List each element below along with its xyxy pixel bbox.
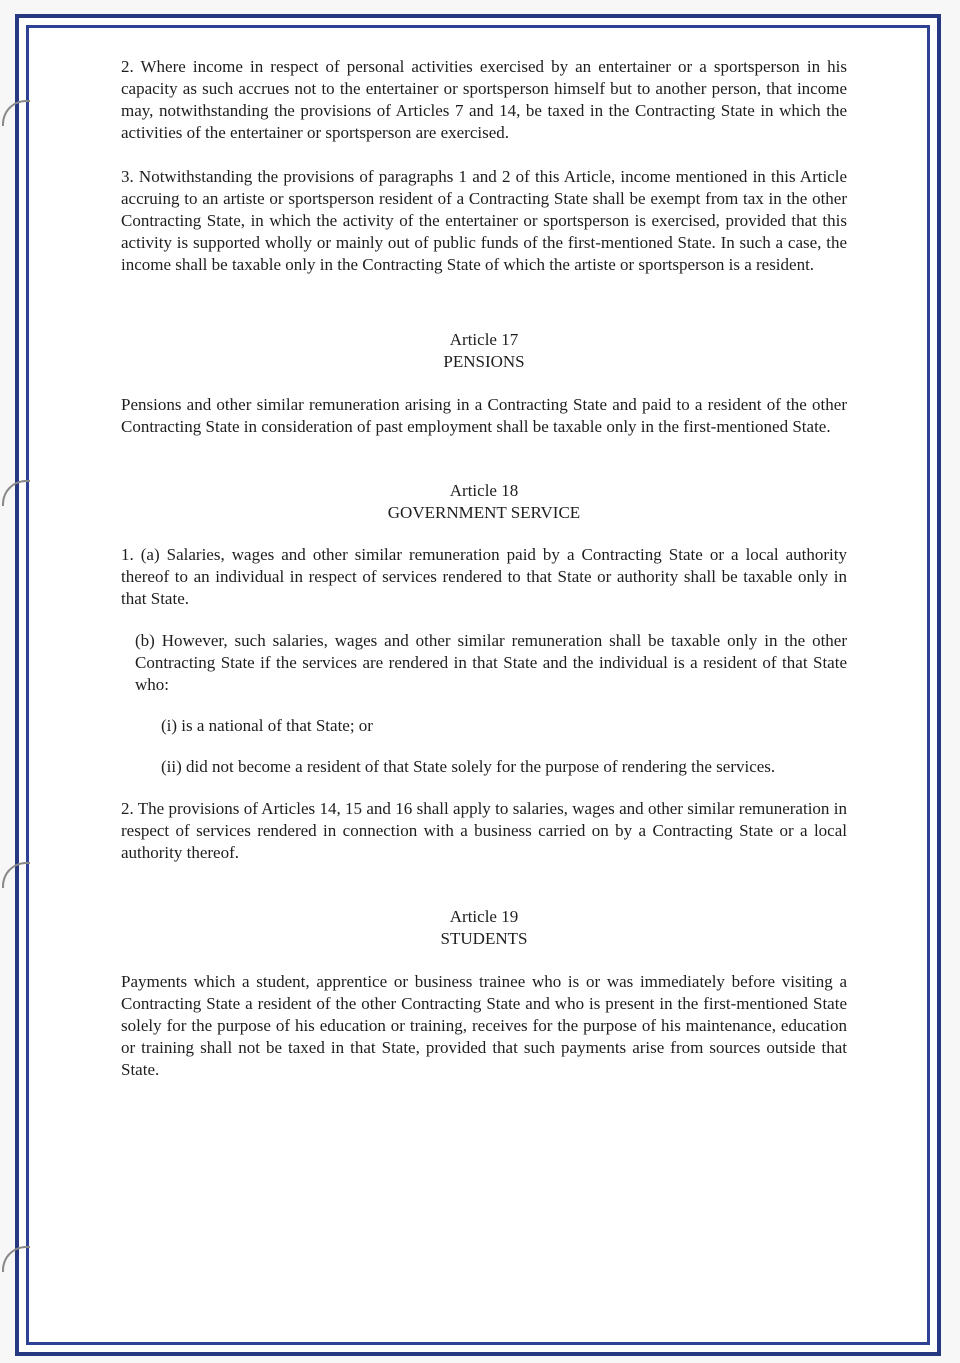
punch-hole-mark bbox=[2, 1246, 30, 1272]
article-19-title: STUDENTS bbox=[440, 929, 528, 948]
article-18-item-i: (i) is a national of that State; or bbox=[161, 716, 373, 735]
article-18-para-2: 2. The provisions of Articles 14, 15 and 16 shall apply to salaries, wages and other similar remuneration in respect of services rendered in connection with a business carried on by a Contracting State or a local authority thereof. bbox=[121, 799, 847, 862]
article-18-title: GOVERNMENT SERVICE bbox=[387, 503, 581, 522]
article-18-para-1a: 1. (a) Salaries, wages and other similar remuneration paid by a Contracting State or a local authority thereof to an individual in respect of services rendered to that State or authority shall be taxable only in that State. bbox=[121, 545, 847, 608]
punch-hole-mark bbox=[2, 100, 30, 126]
punch-hole-mark bbox=[2, 862, 30, 888]
punch-hole-mark bbox=[2, 480, 30, 506]
article-17-text: Pensions and other similar remuneration arising in a Contracting State and paid to a resident of the other Contracting State in consideration of past employment shall be taxable only in the first-mentioned State. bbox=[121, 395, 847, 436]
article-19-text: Payments which a student, apprentice or business trainee who is or was immediately before visiting a Contracting State a resident of the other Contracting State and who is present in the first-mentioned State solely for the purpose of his education or training, receives for the purpose of his maintenance, education or training shall not be taxed in that State, provided that such payments arise from sources outside that State. bbox=[121, 972, 847, 1079]
article-18-item-ii: (ii) did not become a resident of that State solely for the purpose of rendering the services. bbox=[161, 757, 776, 776]
paragraph-16-3: 3. Notwithstanding the provisions of paragraphs 1 and 2 of this Article, income mentioned in this Article accruing to an artiste or sportsperson resident of a Contracting State shall be exempt from tax in the other Contracting State, in which the activity of the entertainer or sportsperson is exercised, provided that this activity is supported wholly or mainly out of public funds of the first-mentioned State. In such a case, the income shall be taxable only in the Contracting State of which the artiste or sportsperson is a resident. bbox=[121, 167, 847, 274]
article-19-number: Article 19 bbox=[449, 907, 519, 926]
document-body bbox=[121, 56, 847, 1081]
article-18-para-1b: (b) However, such salaries, wages and other similar remuneration shall be taxable only in the other Contracting State if the services are rendered in that State and the individual is a resident of that State who: bbox=[135, 631, 847, 694]
article-18-number: Article 18 bbox=[449, 481, 519, 500]
article-17-number: Article 17 bbox=[449, 330, 519, 349]
paragraph-16-2: 2. Where income in respect of personal activities exercised by an entertainer or a sportsperson in his capacity as such accrues not to the entertainer or sportsperson himself but to another person, that income may, notwithstanding the provisions of Articles 7 and 14, be taxed in the Contracting State in which the activities of the entertainer or sportsperson are exercised. bbox=[121, 57, 847, 142]
article-17-title: PENSIONS bbox=[443, 352, 525, 371]
